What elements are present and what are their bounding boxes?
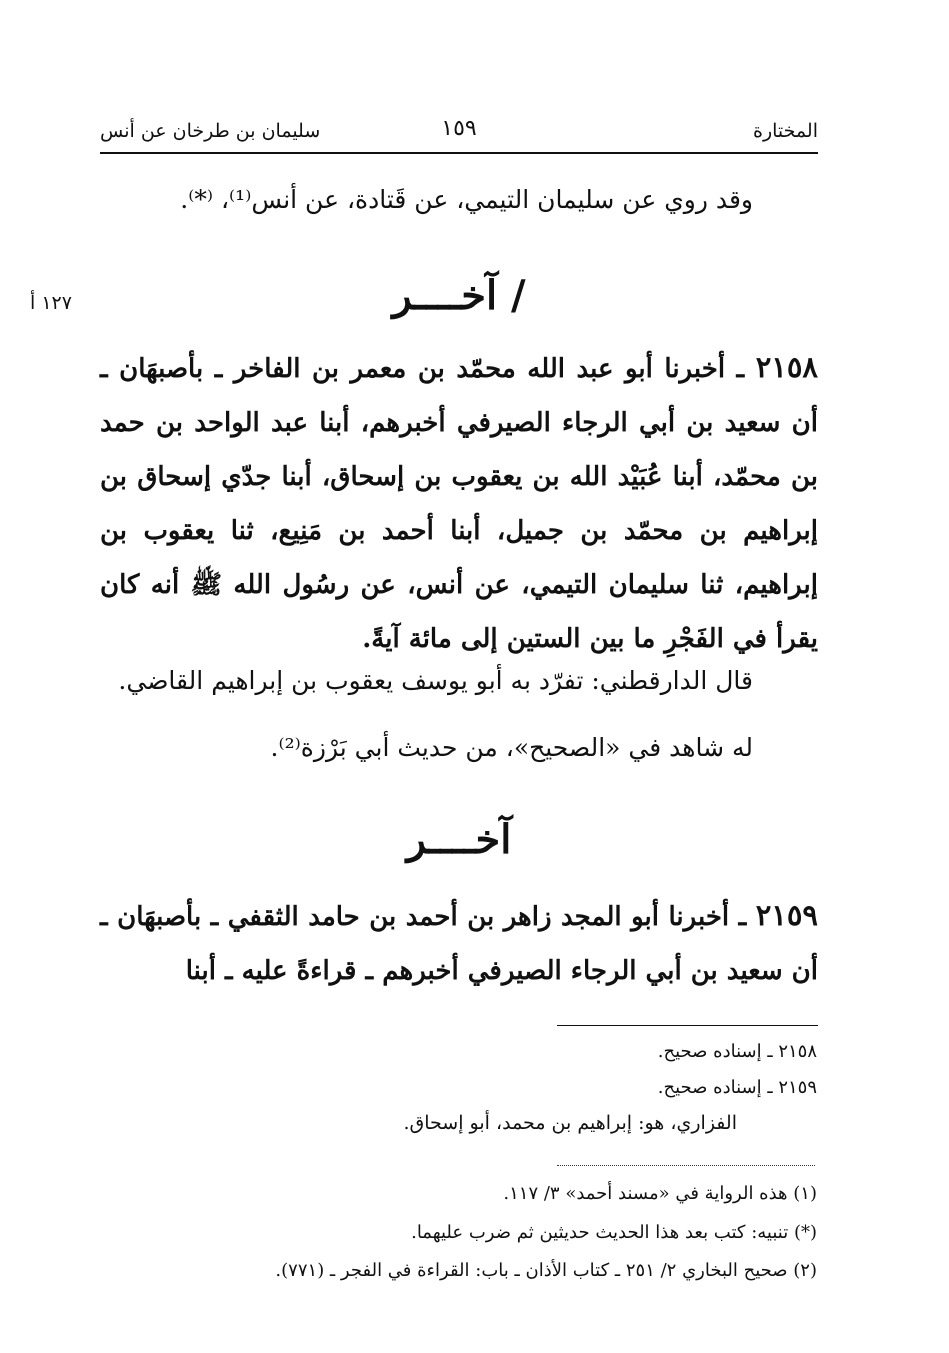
hadith-text: ـ أخبرنا أبو المجد زاهر بن أحمد بن حامد الثقفي ـ بأصبهَان ـ أن سعيد بن أبي الرجاء الصيرفي أخبرهم ـ قراءةً عليه ـ أبنا — [100, 902, 818, 986]
footnote: (*) تنبيه: كتب بعد هذا الحديث حديثين ثم ضرب عليهما. — [411, 1222, 817, 1243]
section-title-2: آخــــر — [406, 816, 512, 863]
running-header — [100, 112, 818, 152]
footnote-divider — [557, 1025, 818, 1026]
hadith-2158 — [100, 340, 818, 666]
header-divider — [100, 152, 818, 154]
footnote-dotted-divider — [557, 1165, 815, 1166]
takhrij-note: الفزاري، هو: إبراهيم بن محمد، أبو إسحاق. — [403, 1112, 737, 1134]
takhrij-note: ٢١٥٩ ـ إسناده صحيح. — [657, 1077, 817, 1098]
hadith-text: ـ أخبرنا أبو عبد الله محمّد بن معمر بن الفاخر ـ بأصبهَان ـ أن سعيد بن أبي الرجاء الصيرفي أخبرهم، أبنا عبد الواحد بن حمد بن محمّد، أبنا عُبَيْد الله بن يعقوب بن إسحاق، أبنا جدّي إسحاق بن إبراهيم بن محمّد بن جميل، أبنا أحمد بن مَنِيع، ثنا يعقوب بن إبراهيم، ثنا سليمان التيمي، عن أنس، عن رسُول الله ﷺ أنه كان يقرأ في الفَجْرِ ما بين الستين إلى مائة آيةً. — [100, 354, 818, 654]
intro-line: وقد روي عن سليمان التيمي، عن قَتادة، عن أنس⁽¹⁾، ⁽*⁾. — [180, 185, 753, 214]
footnote: (٢) صحيح البخاري ٢/ ٢٥١ ـ كتاب الأذان ـ باب: القراءة في الفجر ـ (٧٧١). — [275, 1260, 817, 1281]
footnote: (١) هذه الرواية في «مسند أحمد» ٣/ ١١٧. — [503, 1183, 817, 1204]
section-title-1: / آخــــر — [392, 272, 526, 319]
daraqutni-note: قال الدارقطني: تفرّد به أبو يوسف يعقوب بن إبراهيم القاضي. — [118, 666, 753, 695]
hadith-number: ٢١٥٨ — [755, 350, 818, 384]
witness-note: له شاهد في «الصحيح»، من حديث أبي بَرْزة⁽²⁾. — [270, 733, 753, 762]
margin-folio-note: ١٢٧ أ — [30, 292, 72, 314]
book-title: المختارة — [753, 120, 818, 142]
chapter-title: سليمان بن طرخان عن أنس — [100, 120, 321, 142]
hadith-2159 — [100, 888, 818, 998]
hadith-number: ٢١٥٩ — [755, 898, 818, 932]
page-number: ١٥٩ — [441, 116, 477, 141]
takhrij-note: ٢١٥٨ ـ إسناده صحيح. — [657, 1041, 817, 1062]
